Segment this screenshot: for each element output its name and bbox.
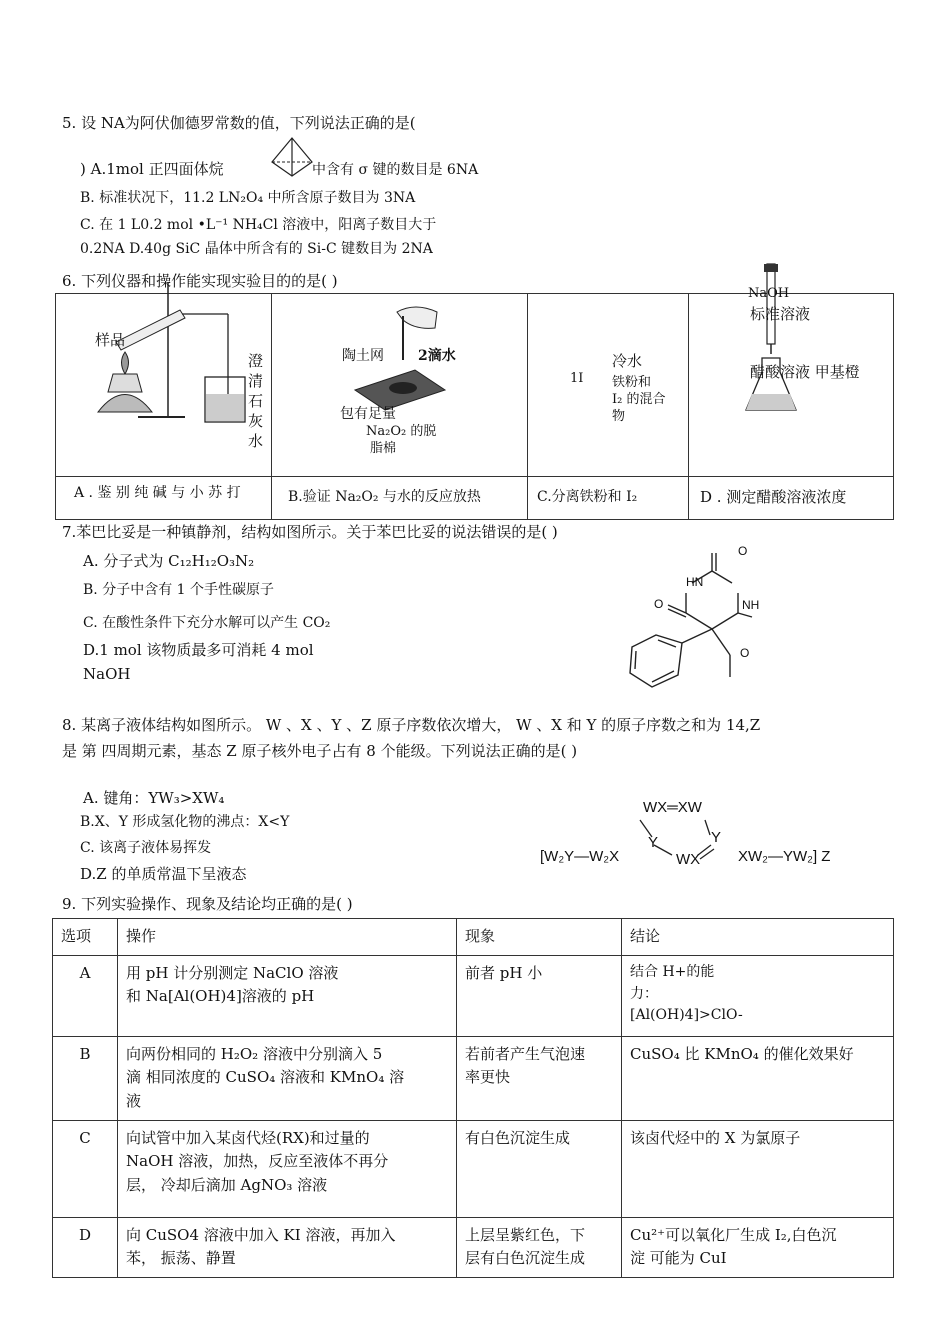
q9-header-phenomenon: 现象 (457, 919, 622, 956)
q8-struct-y1: Y (648, 834, 659, 851)
q8-option-d: D.Z 的单质常温下呈液态 (80, 865, 247, 883)
q5-option-cd: 0.2NA D.40g SiC 晶体中所含有的 Si-C 键数目为 2NA (80, 241, 433, 257)
q9-row-d-conclusion: Cu²⁺可以氧化厂生成 I₂,白色沉 淀 可能为 CuI (622, 1218, 894, 1278)
q8-struct-bottom: WX (676, 851, 701, 868)
q7-option-d-1: D.1 mol 该物质最多可消耗 4 mol (83, 641, 314, 659)
q7-option-b: B. 分子中含有 1 个手性碳原子 (83, 582, 274, 598)
q6d-std-label: 标准溶液 (750, 305, 811, 323)
q7-stem: 7.苯巴比妥是一种镇静剂，结构如图所示。关于苯巴比妥的说法错误的是( ) (62, 523, 558, 541)
q8-struct-right: XW₂—YW₂] Z (738, 848, 831, 865)
q6b-wrap-1: 包有足量 (340, 406, 396, 422)
q9-row-b-option: B (53, 1037, 118, 1121)
phenobarbital-structure (620, 545, 770, 695)
q6a-lime-3: 石 (248, 392, 264, 410)
q6d-acid-label: 醋酸溶液 甲基橙 (750, 363, 860, 381)
table-row (53, 1037, 894, 1121)
q7-struct-o-left: O (654, 597, 664, 611)
q5-option-b: B. 标准状况下，11.2 LN₂O₄ 中所含原子数目为 3NA (80, 190, 416, 206)
q8-struct-left: [W₂Y—W₂X (540, 848, 620, 865)
q9-row-d-operation: 向 CuSO4 溶液中加入 KI 溶液，再加入 苯， 振荡、静置 (118, 1218, 457, 1278)
q8-option-c: C. 该离子液体易挥发 (80, 840, 212, 856)
q6a-lime-2: 清 (248, 372, 264, 390)
q6b-wrap-3: 脂棉 (370, 441, 397, 456)
q6-cell-c-image (528, 294, 689, 477)
q9-table (52, 918, 894, 1278)
q9-row-c-option: C (53, 1121, 118, 1218)
q6-stem: 6. 下列仪器和操作能实现实验目的的是( ) (62, 272, 338, 290)
q8-stem-line1: 8. 某离子液体结构如图所示。 W 、X 、Y 、Z 原子序数依次增大， W 、X 和 Y 的原子序数之和为 14,Z (62, 716, 761, 734)
q6b-net-label: 陶土网 (342, 348, 384, 364)
q9-row-c-phenomenon: 有白色沉淀生成 (457, 1121, 622, 1218)
q7-struct-nh: NH (742, 598, 760, 612)
q8-option-a: A. 键角：YW₃>XW₄ (83, 789, 225, 807)
q9-row-c-conclusion: 该卤代烃中的 X 为氯原子 (622, 1121, 894, 1218)
q6c-cold-label: 冷水 (612, 352, 643, 370)
q8-option-b: B.X、Y 形成氢化物的沸点：X<Y (80, 814, 290, 830)
q7-option-a: A. 分子式为 C₁₂H₁₂O₃N₂ (83, 552, 255, 570)
heating-apparatus-drawing (90, 282, 270, 422)
q9-row-b-phenomenon: 若前者产生气泡速 率更快 (457, 1037, 622, 1121)
q6a-sample-label: 样品 (95, 331, 126, 349)
q6-caption-c: C.分离铁粉和 I₂ (537, 489, 638, 505)
q6b-wrap-2: Na₂O₂ 的脱 (366, 424, 437, 439)
q9-row-a-phenomenon: 前者 pH 小 (457, 956, 622, 1037)
q9-row-a-conclusion: 结合 H+的能 力： [Al(OH)4]>ClO- (622, 956, 894, 1037)
q9-stem: 9. 下列实验操作、现象及结论均正确的是( ) (62, 895, 353, 913)
q9-row-a-operation: 用 pH 计分别测定 NaClO 溶液 和 Na[Al(OH)4]溶液的 pH (118, 956, 457, 1037)
q7-struct-o-right: O (740, 646, 750, 660)
q8-struct-y2: Y (711, 829, 722, 846)
q6c-num-label: 1I (570, 371, 584, 386)
q9-row-d-option: D (53, 1218, 118, 1278)
q6a-lime-5: 水 (248, 432, 264, 450)
table-row (53, 956, 894, 1037)
q5-option-a-post: 中含有 σ 键的数目是 6NA (312, 162, 479, 178)
q5-option-a-pre: ) A.1mol 正四面体烷 (80, 160, 224, 178)
q9-row-a-option: A (53, 956, 118, 1037)
q6a-lime-1: 澄 (248, 352, 264, 370)
q9-header-option: 选项 (53, 919, 118, 956)
q9-header-conclusion: 结论 (622, 919, 894, 956)
q9-header-operation: 操作 (118, 919, 457, 956)
q6a-lime-4: 灰 (248, 412, 264, 430)
tetrahedrane-icon (268, 136, 316, 180)
q9-row-b-operation: 向两份相同的 H₂O₂ 溶液中分别滴入 5 滴 相同浓度的 CuSO₄ 溶液和 KMnO₄ 溶 液 (118, 1037, 457, 1121)
q9-row-c-operation: 向试管中加入某卤代烃(RX)和过量的 NaOH 溶液，加热，反应至液体不再分 层， 冷却后滴加 AgNO₃ 溶液 (118, 1121, 457, 1218)
q8-struct-top: WX═XW (643, 799, 702, 816)
q8-stem-line2: 是 第 四周期元素，基态 Z 原子核外电子占有 8 个能级。下列说法正确的是( ) (62, 742, 578, 760)
table-row (53, 1218, 894, 1278)
q7-struct-hn: HN (686, 575, 704, 589)
q6c-mix-2: I₂ 的混合 (612, 392, 666, 407)
q9-row-d-phenomenon: 上层呈紫红色，下 层有白色沉淀生成 (457, 1218, 622, 1278)
q9-row-b-conclusion: CuSO₄ 比 KMnO₄ 的催化效果好 (622, 1037, 894, 1121)
q6c-mix-3: 物 (612, 409, 626, 424)
q7-option-c: C. 在酸性条件下充分水解可以产生 CO₂ (83, 615, 331, 631)
q5-stem: 5. 设 NA为阿伏伽德罗常数的值，下列说法正确的是( (62, 114, 416, 132)
q6-caption-d: D . 测定醋酸溶液浓度 (700, 488, 847, 506)
q7-option-d-2: NaOH (83, 665, 131, 683)
q6d-naoh-label: NaOH (748, 286, 790, 301)
q6c-mix-1: 铁粉和 (612, 375, 652, 390)
q6b-drops-label: 2滴水 (418, 348, 456, 364)
q7-struct-o-top: O (738, 544, 748, 558)
q6-caption-b: B.验证 Na₂O₂ 与水的反应放热 (288, 489, 481, 505)
table-row (53, 1121, 894, 1218)
q5-option-c: C. 在 1 L0.2 mol •L⁻¹ NH₄Cl 溶液中，阳离子数目大于 (80, 217, 437, 233)
q6-caption-a: A . 鉴 别 纯 碱 与 小 苏 打 (74, 485, 241, 501)
